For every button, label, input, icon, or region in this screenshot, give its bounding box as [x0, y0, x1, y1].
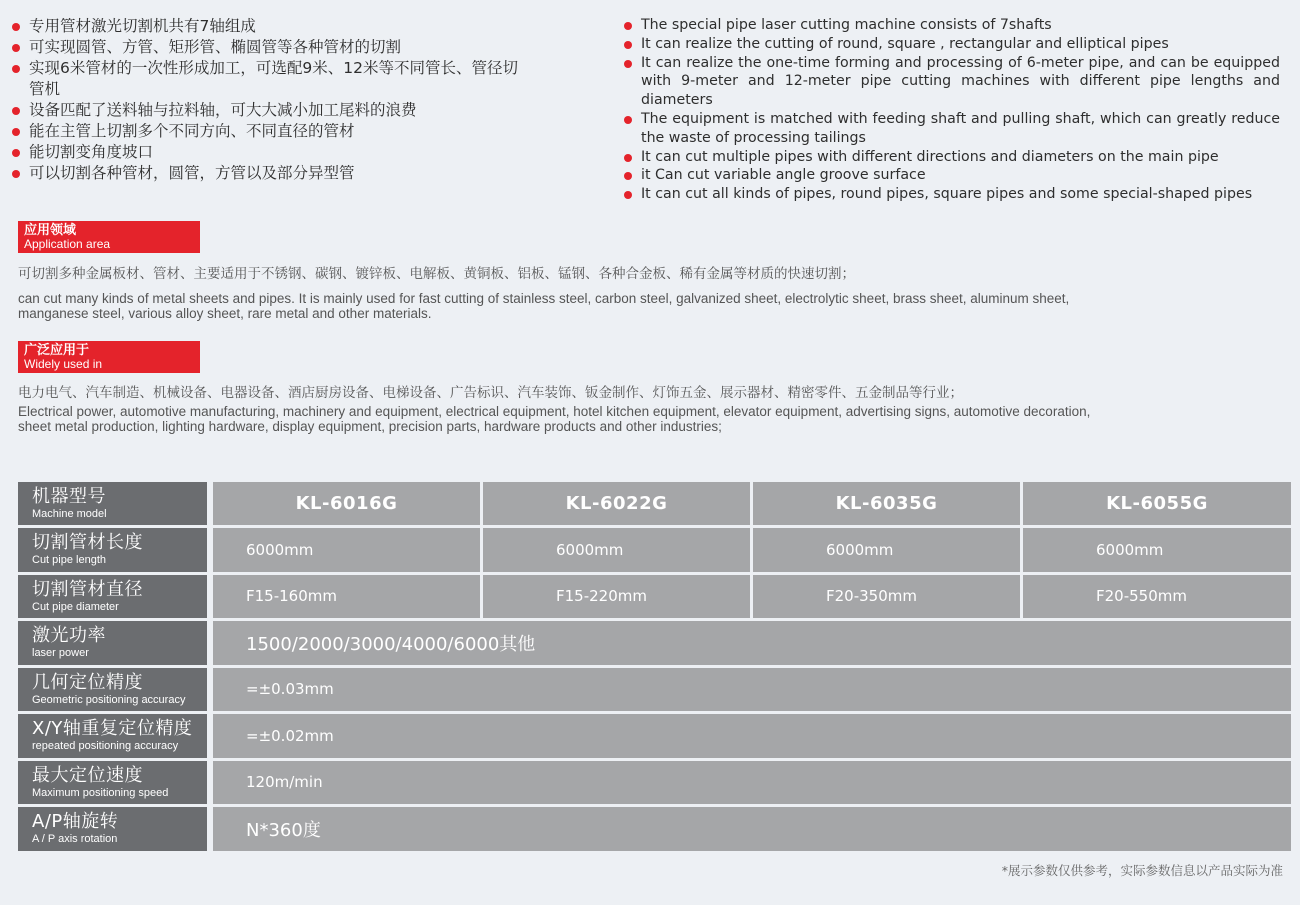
features-en — [624, 16, 1280, 204]
bullet-icon — [624, 172, 632, 180]
diameter-cell: F20-550mm — [1023, 575, 1291, 619]
geometric-accuracy-cell: =±0.03mm — [213, 668, 1291, 712]
tag-title-cn: 应用领域 — [24, 223, 77, 238]
application-area-tag — [18, 221, 200, 253]
feature-cn-item: 专用管材激光切割机共有7轴组成 — [12, 16, 572, 37]
feature-cn-item: 能切割变角度坡口 — [12, 142, 572, 163]
row-label-model: 机器型号 Machine model — [18, 482, 207, 525]
row-label-rotation: A/P轴旋转 A / P axis rotation — [18, 807, 207, 851]
repeat-accuracy-cell: =±0.02mm — [213, 714, 1291, 758]
widely-text-cn: 电力电气、汽车制造、机械设备、电器设备、酒店厨房设备、电梯设备、广告标识、汽车装饰、钣金制作、灯饰五金、展示器材、精密零件、五金制品等行业； — [18, 385, 963, 401]
model-cell: KL-6022G — [483, 482, 750, 525]
diameter-cell: F20-350mm — [753, 575, 1020, 619]
bullet-icon — [12, 23, 20, 31]
rotation-cell: N*360度 — [213, 807, 1291, 851]
application-text-en: can cut many kinds of metal sheets and pipes. It is mainly used for fast cutting of stainless steel, carbon steel, galvanized sheet, electrolytic sheet, brass sheet, aluminum sheet, manganese steel, various alloy sheet, rare metal and other materials. — [18, 291, 1070, 321]
feature-en-item: It can cut multiple pipes with different directions and diameters on the main pipe — [624, 148, 1280, 167]
feature-cn-item: 能在主管上切割多个不同方向、不同直径的管材 — [12, 121, 572, 142]
bullet-icon — [624, 154, 632, 162]
feature-en-item: it Can cut variable angle groove surface — [624, 166, 1280, 185]
bullet-icon — [624, 116, 632, 124]
bullet-icon — [624, 22, 632, 30]
feature-cn-item: 设备匹配了送料轴与拉料轴，可大大减小加工尾料的浪费 — [12, 100, 572, 121]
feature-en-item: The equipment is matched with feeding shaft and pulling shaft, which can greatly reduce the waste of processing tailings — [624, 110, 1280, 148]
application-text-cn: 可切割多种金属板材、管材、主要适用于不锈钢、碳钢、镀锌板、电解板、黄铜板、铝板、锰钢、各种合金板、稀有金属等材质的快速切割； — [18, 266, 855, 282]
length-cell: 6000mm — [753, 528, 1020, 572]
row-label-geometric-accuracy: 几何定位精度 Geometric positioning accuracy — [18, 668, 207, 712]
model-cell: KL-6016G — [213, 482, 480, 525]
tag-title-en: Application area — [24, 237, 111, 251]
tag-title-en: Widely used in — [24, 357, 103, 371]
model-cell: KL-6055G — [1023, 482, 1291, 525]
bullet-icon — [12, 170, 20, 178]
features-cn — [12, 16, 572, 184]
feature-en-item: It can cut all kinds of pipes, round pipes, square pipes and some special-shaped pipes — [624, 185, 1280, 204]
row-label-length: 切割管材长度 Cut pipe length — [18, 528, 207, 572]
row-label-repeat-accuracy: X/Y轴重复定位精度 repeated positioning accuracy — [18, 714, 207, 758]
feature-en-item: It can realize the one-time forming and processing of 6-meter pipe, and can be equipped with 9-meter and 12-meter pipe cutting machines with different pipe lengths and diameters — [624, 54, 1280, 110]
bullet-icon — [12, 107, 20, 115]
spec-table — [18, 482, 1288, 854]
bullet-icon — [12, 128, 20, 136]
feature-cn-item: 实现6米管材的一次性形成加工，可选配9米、12米等不同管长、管径切管机 — [12, 58, 522, 100]
bullet-icon — [12, 149, 20, 157]
bullet-icon — [12, 44, 20, 52]
row-label-max-speed: 最大定位速度 Maximum positioning speed — [18, 761, 207, 805]
max-speed-cell: 120m/min — [213, 761, 1291, 805]
tag-title-cn: 广泛应用于 — [24, 343, 90, 358]
model-cell: KL-6035G — [753, 482, 1020, 525]
diameter-cell: F15-160mm — [213, 575, 480, 619]
length-cell: 6000mm — [483, 528, 750, 572]
feature-en-item: It can realize the cutting of round, square , rectangular and elliptical pipes — [624, 35, 1280, 54]
bullet-icon — [12, 65, 20, 73]
length-cell: 6000mm — [1023, 528, 1291, 572]
bullet-icon — [624, 41, 632, 49]
feature-cn-item: 可实现圆管、方管、矩形管、椭圆管等各种管材的切割 — [12, 37, 572, 58]
bullet-icon — [624, 191, 632, 199]
diameter-cell: F15-220mm — [483, 575, 750, 619]
bullet-icon — [624, 60, 632, 68]
row-label-diameter: 切割管材直径 Cut pipe diameter — [18, 575, 207, 619]
feature-en-item: The special pipe laser cutting machine consists of 7shafts — [624, 16, 1280, 35]
laser-power-cell: 1500/2000/3000/4000/6000其他 — [213, 621, 1291, 665]
feature-cn-item: 可以切割各种管材，圆管，方管以及部分异型管 — [12, 163, 572, 184]
widely-text-en: Electrical power, automotive manufacturing, machinery and equipment, electrical equipment, hotel kitchen equipment, elevator equipment, advertising signs, automotive decoration, sheet metal production, lighting hardware, display equipment, precision parts, hardware products and other industries; — [18, 404, 1091, 434]
row-label-laser-power: 激光功率 laser power — [18, 621, 207, 665]
length-cell: 6000mm — [213, 528, 480, 572]
footnote: *展示参数仅供参考，实际参数信息以产品实际为准 — [1001, 863, 1283, 878]
widely-used-tag — [18, 341, 200, 373]
